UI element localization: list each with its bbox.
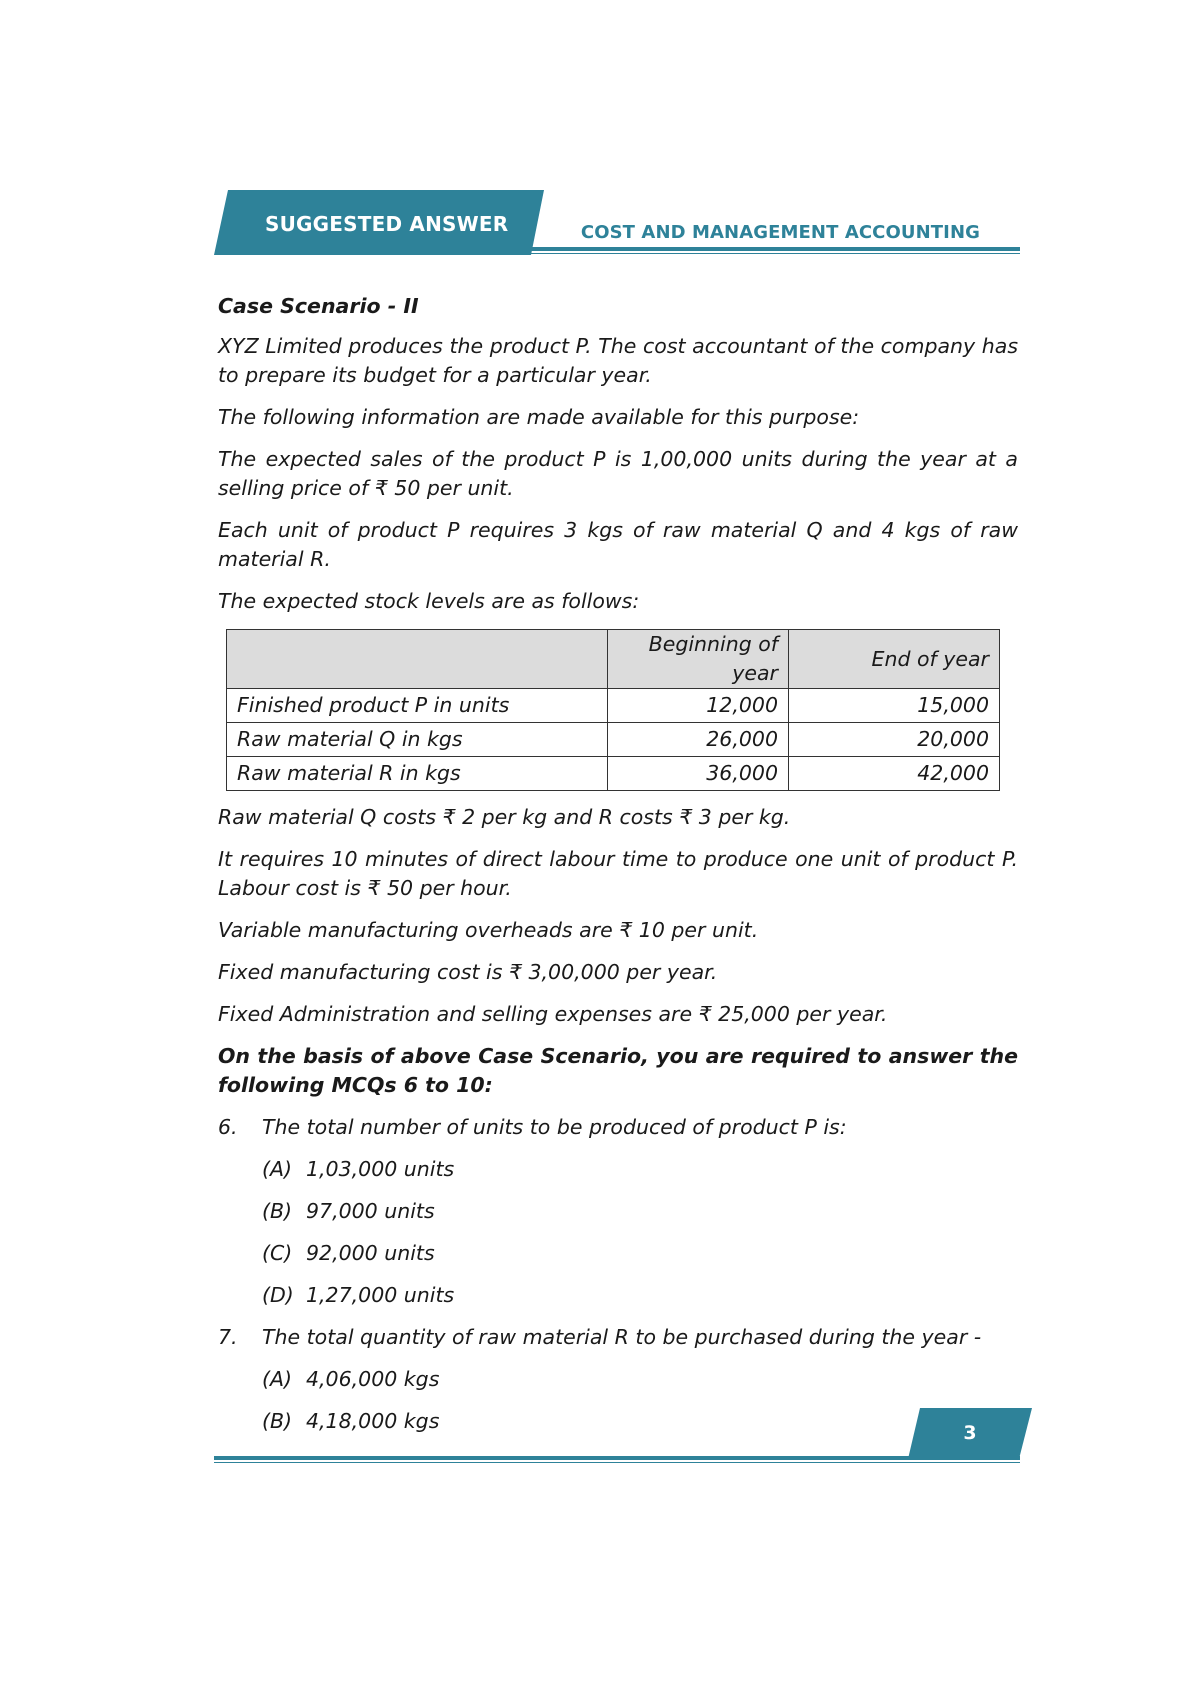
option-text: 4,18,000 kgs [306,1409,440,1433]
table-header-cell: Beginning of year [608,630,789,689]
page-number: 3 [963,1422,977,1444]
option [262,1281,1018,1310]
case-paragraph: Each unit of product P requires 3 kgs of raw material Q and 4 kgs of raw material R. [218,518,1018,571]
case-paragraph: The following information are made available for this purpose: [218,405,860,429]
table-cell: 26,000 [608,723,789,757]
page-content [218,292,1018,1449]
question-text: The total quantity of raw material R to be purchased during the year - [262,1325,982,1349]
case-paragraph: Fixed Administration and selling expenses are ₹ 25,000 per year. [218,1002,888,1026]
option [262,1155,1018,1184]
header-title: COST AND MANAGEMENT ACCOUNTING [580,222,980,243]
question-number: 7. [218,1325,238,1349]
table-header-cell: End of year [789,630,1000,689]
option-letter: (C) [262,1241,293,1265]
option-text: 4,06,000 kgs [306,1367,440,1391]
question [218,1323,1018,1352]
case-paragraph: Fixed manufacturing cost is ₹ 3,00,000 per year. [218,960,718,984]
footer-rule [214,1456,1020,1460]
table-cell: 20,000 [789,723,1000,757]
header-tab-label: SUGGESTED ANSWER [265,212,509,236]
table-row [227,723,1000,757]
table-cell: 15,000 [789,689,1000,723]
option-text: 92,000 units [306,1241,435,1265]
case-paragraph: The expected stock levels are as follows: [218,589,640,613]
table-row [227,689,1000,723]
option [262,1197,1018,1226]
stock-levels-table [226,629,1000,791]
table-cell: Raw material Q in kgs [227,723,608,757]
option-letter: (A) [262,1157,293,1181]
option [262,1407,1018,1436]
question-text: The total number of units to be produced of product P is: [262,1115,847,1139]
footer-rule-thin [214,1462,1020,1463]
option-letter: (B) [262,1199,293,1223]
question [218,1113,1018,1142]
case-paragraph: XYZ Limited produces the product P. The cost accountant of the company has to prepare its budget for a particular year. [218,334,1018,387]
option-text: 1,03,000 units [306,1157,455,1181]
table-header-row [227,630,1000,689]
table-cell: 42,000 [789,757,1000,791]
question-number: 6. [218,1115,238,1139]
case-paragraph: The expected sales of the product P is 1,00,000 units during the year at a selling price of ₹ 50 per unit. [218,447,1018,500]
case-paragraph: Raw material Q costs ₹ 2 per kg and R costs ₹ 3 per kg. [218,805,791,829]
table-header-cell [227,630,608,689]
table-cell: Finished product P in units [227,689,608,723]
option-text: 1,27,000 units [306,1283,455,1307]
option-letter: (B) [262,1409,293,1433]
option [262,1365,1018,1394]
table-row [227,757,1000,791]
table-cell: 12,000 [608,689,789,723]
table-cell: Raw material R in kgs [227,757,608,791]
header-rule [531,247,1020,251]
case-paragraph: Variable manufacturing overheads are ₹ 10 per unit. [218,918,759,942]
header-rule-thin [531,253,1020,254]
option-text: 97,000 units [306,1199,435,1223]
table-cell: 36,000 [608,757,789,791]
case-paragraph: It requires 10 minutes of direct labour time to produce one unit of product P. Labour cost is ₹ 50 per hour. [218,847,1018,900]
case-title: Case Scenario - II [218,294,419,318]
option-letter: (D) [262,1283,294,1307]
option-letter: (A) [262,1367,293,1391]
option [262,1239,1018,1268]
instruction: On the basis of above Case Scenario, you are required to answer the following MCQs 6 to 10: [218,1044,1018,1097]
